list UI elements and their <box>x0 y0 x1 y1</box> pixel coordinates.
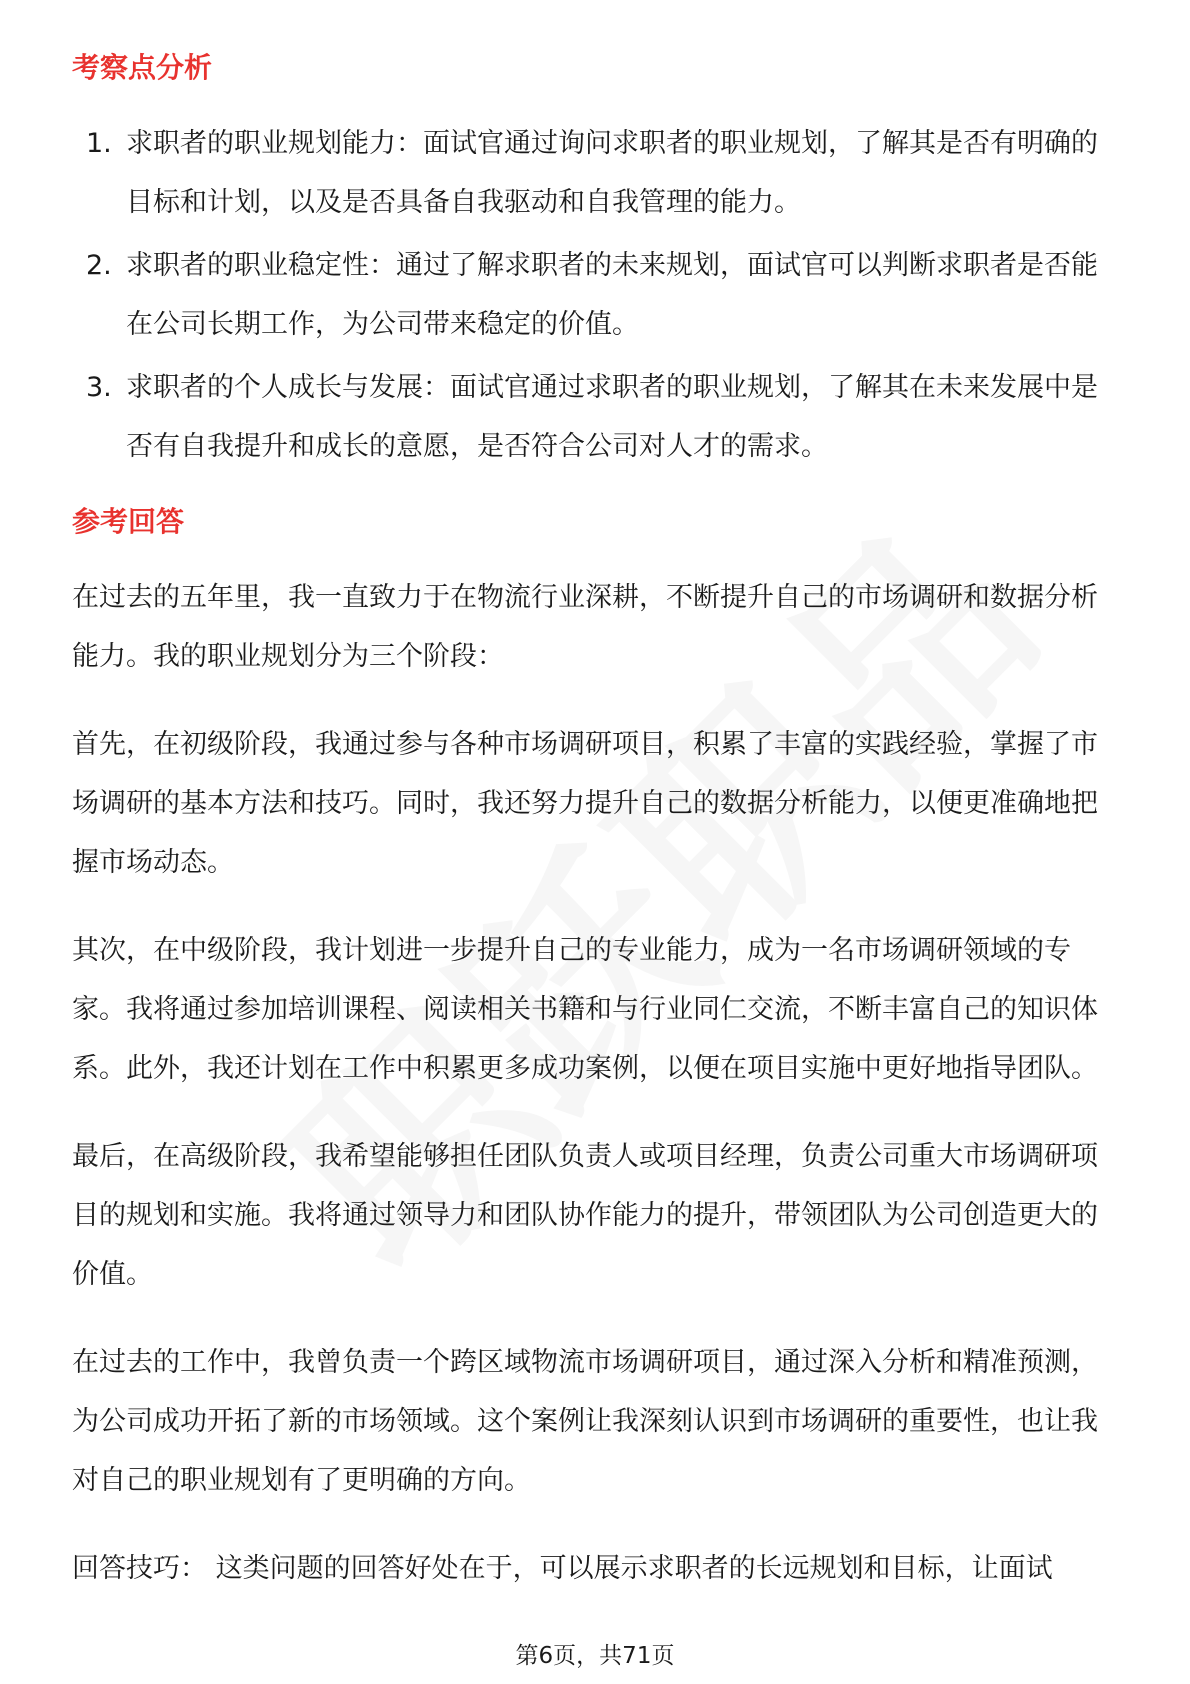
analysis-section-title: 考察点分析 <box>72 51 213 84</box>
answer-tips: 回答技巧： 这类问题的回答好处在于，可以展示求职者的长远规划和目标，让面试 <box>72 1553 1053 1584</box>
analysis-item-text: 求职者的个人成长与发展：面试官通过求职者的职业规划，了解其在未来发展中是否有自我提升和成长的意愿，是否符合公司对人才的需求。 <box>126 372 1098 462</box>
analysis-list <box>72 114 1122 476</box>
analysis-item <box>72 114 1122 232</box>
answer-paragraph: 在过去的五年里，我一直致力于在物流行业深耕，不断提升自己的市场调研和数据分析能力。我的职业规划分为三个阶段： <box>72 582 1098 672</box>
analysis-item <box>72 236 1122 354</box>
page-number: 第6页，共71页 <box>515 1643 675 1669</box>
list-number: 3. <box>86 372 112 403</box>
page-content <box>72 48 1122 1598</box>
list-number: 2. <box>86 250 112 281</box>
analysis-item <box>72 358 1122 476</box>
answer-section-title: 参考回答 <box>72 505 185 538</box>
list-number: 1. <box>86 128 112 159</box>
analysis-item-text: 求职者的职业稳定性：通过了解求职者的未来规划，面试官可以判断求职者是否能在公司长期工作，为公司带来稳定的价值。 <box>126 250 1098 340</box>
answer-paragraph: 其次，在中级阶段，我计划进一步提升自己的专业能力，成为一名市场调研领域的专家。我将通过参加培训课程、阅读相关书籍和与行业同仁交流，不断丰富自己的知识体系。此外，我还计划在工作中积累更多成功案例，以便在项目实施中更好地指导团队。 <box>72 935 1098 1084</box>
answer-paragraph: 首先，在初级阶段，我通过参与各种市场调研项目，积累了丰富的实践经验，掌握了市场调研的基本方法和技巧。同时，我还努力提升自己的数据分析能力，以便更准确地把握市场动态。 <box>72 729 1098 878</box>
answer-paragraph: 在过去的工作中，我曾负责一个跨区域物流市场调研项目，通过深入分析和精准预测，为公司成功开拓了新的市场领域。这个案例让我深刻认识到市场调研的重要性，也让我对自己的职业规划有了更明确的方向。 <box>72 1347 1098 1496</box>
analysis-item-text: 求职者的职业规划能力：面试官通过询问求职者的职业规划，了解其是否有明确的目标和计划，以及是否具备自我驱动和自我管理的能力。 <box>126 128 1098 218</box>
answer-paragraph: 最后，在高级阶段，我希望能够担任团队负责人或项目经理，负责公司重大市场调研项目的规划和实施。我将通过领导力和团队协作能力的提升，带领团队为公司创造更大的价值。 <box>72 1141 1098 1290</box>
